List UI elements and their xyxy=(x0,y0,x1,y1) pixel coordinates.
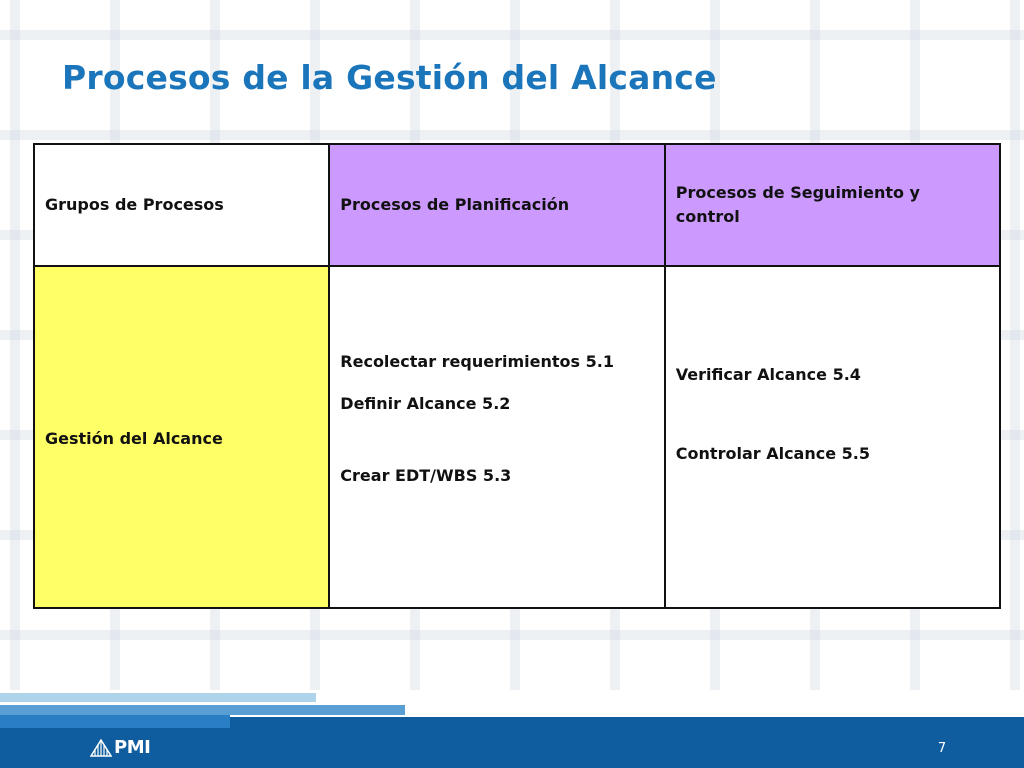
table-row xyxy=(34,266,1000,608)
process-control-scope: Controlar Alcance 5.5 xyxy=(675,443,870,463)
process-verify-scope: Verificar Alcance 5.4 xyxy=(675,364,861,384)
header-cell-monitoring-control: Procesos de Seguimiento y control xyxy=(665,144,1000,266)
pmi-logo xyxy=(90,738,150,758)
pmi-logo-icon xyxy=(90,739,112,757)
slide-title: Procesos de la Gestión del Alcance xyxy=(62,58,717,97)
cell-monitoring-processes xyxy=(665,266,1000,608)
pmi-logo-text: PMI xyxy=(114,737,151,758)
planning-process-list xyxy=(340,350,654,488)
process-table xyxy=(33,143,1001,609)
footer-stripe xyxy=(0,693,316,702)
process-create-wbs: Crear EDT/WBS 5.3 xyxy=(340,466,512,485)
page-number: 7 xyxy=(937,741,947,756)
process-collect-requirements: Recolectar requerimientos 5.1 xyxy=(340,352,614,371)
cell-scope-management-label: Gestión del Alcance xyxy=(45,429,223,448)
footer-stripe xyxy=(0,705,405,715)
cell-scope-management xyxy=(34,266,329,608)
process-define-scope: Definir Alcance 5.2 xyxy=(340,394,511,413)
table-header-row xyxy=(34,144,1000,266)
header-cell-process-groups: Grupos de Procesos xyxy=(34,144,329,266)
header-cell-planning: Procesos de Planificación xyxy=(329,144,665,266)
cell-planning-processes xyxy=(329,266,665,608)
monitoring-process-list xyxy=(676,363,989,466)
footer-stripe xyxy=(0,715,230,728)
